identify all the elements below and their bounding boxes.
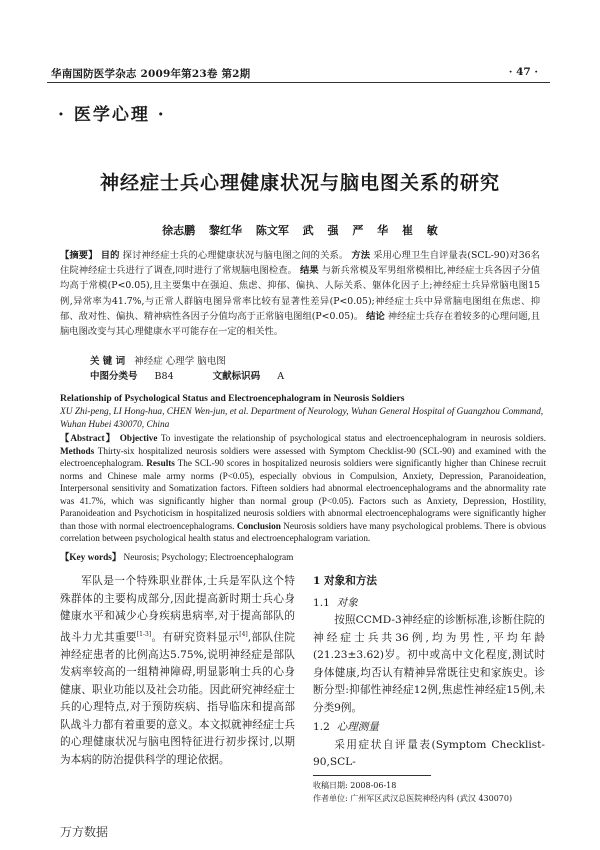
clc-value: B84	[154, 371, 174, 382]
subsection-number: 1.2	[313, 721, 330, 733]
article-title: 神经症士兵心理健康状况与脑电图关系的研究	[99, 172, 500, 194]
en-results-label: Results	[146, 458, 175, 468]
body-left-column	[60, 573, 295, 769]
keywords-value: 神经症 心理学 脑电图	[134, 356, 226, 367]
doc-code-label: 文献标识码	[212, 371, 261, 382]
psychometrics-paragraph: 采用症状自评量表(Symptom Checklist-90,SCL-	[313, 738, 545, 768]
received-date: 收稿日期: 2008-06-18	[313, 781, 397, 790]
section-heading-methods: 1 对象和方法	[313, 575, 378, 587]
english-abstract	[60, 432, 546, 545]
objective-text: 探讨神经症士兵的心理健康状况与脑电图之间的关系。	[122, 250, 349, 261]
english-authors: XU Zhi-peng, LI Hong-hua, CHEN Wen-jun, et al. Department of Neurology, Wuhan General Hospital of Guangzhou Command, Wuhan Hubei 430070, China	[60, 407, 544, 431]
en-keywords-label: 【Key words】	[60, 553, 122, 563]
page-number: · 47 ·	[508, 66, 538, 78]
methods-label: 方法	[351, 250, 371, 261]
intro-text-1: 军队是一个特殊职业群体,士兵是军队这个特殊群体的主要构成部分,因此提高新时期士兵心身健康水平和减少心身疾病患病率,对于提高部队的战斗力尤其重要	[60, 575, 295, 644]
body-right-column	[313, 573, 545, 772]
subsection-heading-subjects	[313, 595, 545, 613]
subsection-number: 1.1	[313, 596, 330, 609]
en-objective-text: To investigate the relationship of psychological status and electroencephalogram in neurosis soldiers.	[160, 433, 546, 443]
author-affiliation: 作者单位: 广州军区武汉总医院神经内科 (武汉 430070)	[313, 794, 513, 803]
subsection-title: 对象	[336, 596, 358, 609]
conclusion-text: 神经症士兵存在着较多的心理问题,且脑电图改变与其心理健康水平可能存在一定的相关性。	[60, 310, 540, 338]
footnote-divider	[313, 775, 431, 776]
chinese-keywords	[90, 353, 226, 367]
author-list: 徐志鹏 黎红华 陈文军 武 强 严 华 崔 敏	[162, 224, 438, 237]
section-label: · 医学心理 ·	[58, 105, 166, 125]
results-text: 与新兵常模及军男组常模相比,神经症士兵各因子分值均高于常模(P<0.05),且主要集中在强迫、焦虑、抑郁、偏执、人际关系、躯体化因子上;神经症士兵异常脑电图15例,异常率为41.7%,与正常人群脑电图异常率比较有显著性差异(P<0.05);神经症士兵中异常脑电图组在焦虑、抑郁、敌对性、偏执、精神病性各因子分值均高于正常脑电图组(P<0.05)。	[60, 265, 540, 322]
en-keywords-value: Neurosis; Psychology; Electroencephalogram	[123, 553, 294, 563]
en-results-text: The SCL-90 scores in hospitalized neurosis soldiers were significantly higher than Chinese recruit norms and Chinese male army norms (P<0.05), especially obvious in Compulsion, Anxiety, Depression, Paranoideation, Interpersonal sensitivity and Somatization factors. Fifteen soldiers had abnormal electroencephalograms and the abnormality rate was 41.7%, which was significantly higher than normal group (P<0.05). Factors such as Anxiety, Depression, Hostility, Paranoideation and Psychoticism in hospitalized neurosis soldiers with abnormal electroencephalograms were significantly higher than those with normal electroencephalograms.	[60, 458, 546, 531]
citation-1-3: [1-3]	[136, 630, 152, 638]
journal-header: 华南国防医学杂志 2009年第23卷 第2期	[51, 68, 251, 80]
intro-text-2: 。有研究资料显示	[151, 631, 240, 644]
en-methods-text: Thirty-six hospitalized neurosis soldiers were assessed with Symptom Checklist-90 (SCL-90) and examined with the electroencephalogram.	[60, 445, 546, 468]
english-keywords	[60, 549, 293, 563]
clc-label: 中图分类号	[90, 371, 138, 382]
objective-label: 目的	[100, 250, 120, 261]
subsection-heading-psychometrics	[313, 719, 545, 737]
chinese-abstract	[60, 248, 540, 339]
subjects-paragraph: 按照CCMD-3神经症的诊断标准,诊断住院的神经症士兵共36例,均为男性,平均年龄(21.23±3.62)岁。初中或高中文化程度,测试时身体健康,均否认有精神异常既往史和家族史。诊断分型:抑郁性神经症12例,焦虑性神经症15例,未分类9例。	[313, 614, 545, 714]
results-label: 结果	[300, 265, 319, 277]
methods-text: 采用心理卫生自评量表(SCL-90)对36名住院神经症士兵进行了调查,同时进行了常规脑电图检查。	[60, 250, 540, 277]
doc-code-value: A	[277, 371, 285, 382]
english-title: Relationship of Psychological Status and Electroencephalogram in Neurosis Soldiers	[60, 393, 405, 404]
keywords-label: 关 键 词	[90, 356, 126, 367]
en-abstract-label: 【Abstract】	[60, 433, 117, 443]
conclusion-label: 结论	[366, 310, 385, 322]
en-methods-label: Methods	[60, 445, 95, 456]
intro-text-3: ,部队住院神经症患者的比例高达5.75%,说明神经症是部队发病率较高的一组精神障碍,明显影响士兵的心身健康、职业功能以及社会功能。因此研究神经症士兵的心理特点,对于预防疾病、指导临床和提高部队战斗力都有着重要的意义。本文拟就神经症士兵的心理健康状况与脑电图特征进行初步探讨,以期为本病的防治提供科学的理论依据。	[60, 631, 295, 766]
watermark: 万方数据	[60, 825, 109, 839]
classification-line	[90, 368, 284, 382]
en-objective-label: Objective	[119, 433, 158, 443]
intro-paragraph	[60, 573, 295, 769]
en-conclusion-label: Conclusion	[236, 520, 281, 531]
footnote	[313, 779, 512, 805]
subsection-title: 心理测量	[336, 721, 379, 733]
en-conclusion-text: Neurosis soldiers have many psychological problems. There is obvious correlation between psychological health status and electroencephalogram variation.	[60, 520, 547, 543]
header-divider	[47, 82, 550, 83]
abstract-label: 【摘要】	[60, 250, 98, 261]
citation-4: [4]	[239, 630, 248, 638]
